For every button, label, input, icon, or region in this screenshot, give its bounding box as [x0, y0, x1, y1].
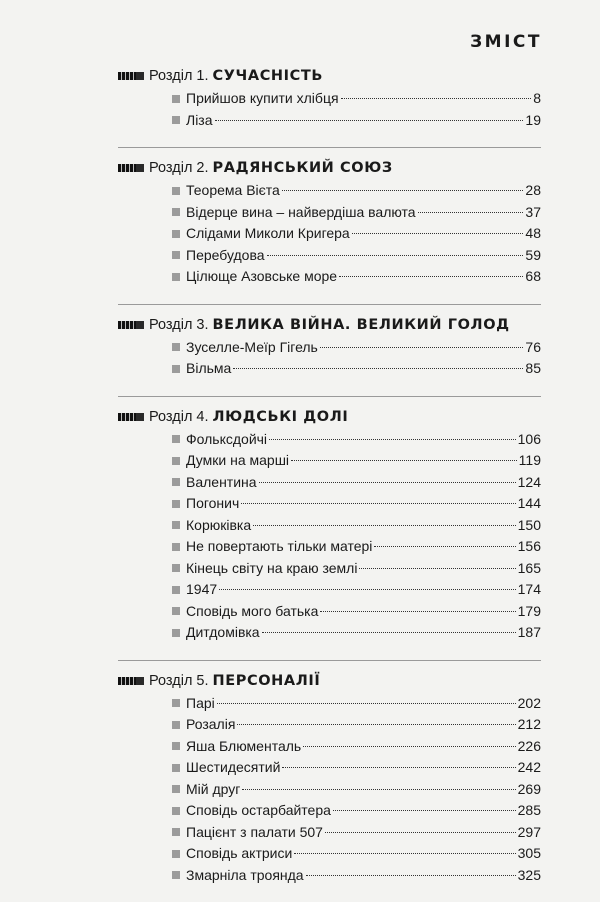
toc-entry [172, 558, 541, 580]
dot-leader [253, 525, 516, 526]
square-bullet-icon [172, 871, 180, 879]
section-label: Розділ 4. [149, 408, 209, 425]
toc-entry [172, 579, 541, 601]
page-number: 150 [517, 516, 541, 533]
square-bullet-icon [172, 521, 180, 529]
square-bullet-icon [172, 564, 180, 572]
toc-section [118, 304, 541, 380]
entry-list [118, 337, 541, 380]
page-number: 179 [517, 602, 541, 619]
square-bullet-icon [172, 365, 180, 373]
square-bullet-icon [172, 586, 180, 594]
entry-title: 1947 [186, 581, 218, 597]
page-number: 119 [518, 452, 541, 468]
entry-title: Парі [186, 694, 215, 711]
square-bullet-icon [172, 273, 180, 281]
square-bullet-icon [172, 807, 180, 815]
toc-entry [172, 622, 541, 644]
toc-section [118, 66, 541, 131]
page-number: 269 [517, 780, 541, 797]
square-bullet-icon [172, 230, 180, 238]
entry-title: Ліза [186, 111, 213, 128]
entry-title: Сповідь мого батька [186, 602, 319, 619]
toc-entry [172, 714, 541, 736]
toc-entry [172, 358, 541, 380]
entry-list [118, 88, 541, 131]
page-number: 124 [517, 473, 541, 490]
page-number: 59 [525, 246, 541, 263]
section-title: СУЧАСНІСТЬ [212, 68, 324, 84]
entry-title: Сповідь актриси [186, 845, 293, 861]
section-label: Розділ 2. [149, 160, 209, 176]
section-title: ЛЮДСЬКІ ДОЛІ [212, 408, 349, 425]
entry-title: Відерце вина – найвердіша валюта [186, 203, 416, 220]
section-label: Розділ 3. [149, 316, 209, 333]
section-marker-icon [118, 677, 144, 685]
page-number: 106 [517, 430, 541, 447]
toc-entry [172, 515, 541, 537]
toc-entry [172, 493, 541, 515]
dot-leader [241, 503, 515, 504]
dot-leader [237, 724, 515, 725]
entry-title: Пацієнт з палати 507 [186, 823, 323, 840]
dot-leader [269, 439, 516, 440]
toc-entry [172, 245, 541, 267]
toc-entry [172, 429, 541, 451]
square-bullet-icon [172, 251, 180, 259]
toc-entry [172, 337, 541, 359]
dot-leader [303, 746, 515, 747]
entry-title: Кінець світу на краю землі [186, 559, 358, 576]
page-number: 187 [517, 624, 541, 640]
toc-entry [172, 693, 541, 715]
toc-entry [172, 843, 541, 865]
page-number: 85 [525, 360, 541, 376]
page-number: 242 [517, 759, 541, 775]
entry-title: Розалія [186, 716, 236, 732]
page-number: 212 [517, 716, 541, 732]
page-number: 285 [517, 802, 541, 818]
page-number: 144 [517, 495, 541, 511]
section-marker-icon [118, 72, 144, 80]
toc-entry [172, 110, 541, 132]
dot-leader [282, 190, 524, 191]
dot-leader [233, 368, 523, 369]
toc-entry [172, 736, 541, 758]
entry-title: Мій друг [186, 780, 241, 797]
entry-title: Вільма [186, 360, 232, 376]
page-number: 19 [525, 111, 541, 128]
section-title: ПЕРСОНАЛІЇ [212, 672, 321, 689]
section-heading [118, 407, 541, 427]
section-marker-icon [118, 164, 144, 172]
entry-title: Погонич [186, 495, 240, 511]
entry-title: Дитдомівка [186, 624, 260, 640]
dot-leader [267, 255, 524, 256]
toc-entry [172, 536, 541, 558]
toc-entry [172, 180, 541, 202]
dot-leader [352, 233, 524, 234]
page-number: 76 [525, 338, 541, 355]
dot-leader [333, 810, 516, 811]
dot-leader [339, 276, 523, 277]
section-heading [118, 66, 541, 86]
square-bullet-icon [172, 543, 180, 551]
entry-title: Валентина [186, 473, 257, 490]
entry-title: Фольксдойчі [186, 430, 268, 447]
dot-leader [291, 460, 517, 461]
square-bullet-icon [172, 607, 180, 615]
square-bullet-icon [172, 95, 180, 103]
dot-leader [325, 832, 516, 833]
square-bullet-icon [172, 478, 180, 486]
toc-entry [172, 472, 541, 494]
toc-entry [172, 865, 541, 887]
square-bullet-icon [172, 850, 180, 858]
entry-list [118, 693, 541, 887]
entry-title: Зуселле-Меїр Гігель [186, 338, 318, 355]
page-number: 68 [525, 268, 541, 284]
toc-entry [172, 757, 541, 779]
dot-leader [341, 98, 532, 99]
dot-leader [242, 789, 515, 790]
toc-section [118, 660, 541, 887]
page-number: 325 [517, 866, 541, 883]
toc-section [118, 147, 541, 288]
entry-list [118, 429, 541, 644]
toc-entry [172, 779, 541, 801]
section-marker-icon [118, 321, 144, 329]
dot-leader [320, 611, 515, 612]
dot-leader [418, 212, 524, 213]
entry-title: Перебудова [186, 246, 265, 263]
dot-leader [306, 875, 516, 876]
page-number: 305 [517, 845, 541, 861]
page-number: 156 [517, 538, 541, 554]
entry-title: Не повертають тільки матері [186, 538, 373, 554]
toc-entry [172, 800, 541, 822]
square-bullet-icon [172, 187, 180, 195]
square-bullet-icon [172, 208, 180, 216]
dot-leader [259, 482, 516, 483]
page-number: 48 [525, 225, 541, 241]
section-title: ВЕЛИКА ВІЙНА. ВЕЛИКИЙ ГОЛОД [212, 316, 510, 333]
section-heading [118, 671, 541, 691]
toc-section [118, 396, 541, 644]
square-bullet-icon [172, 699, 180, 707]
entry-title: Теорема Вієта [186, 182, 280, 198]
entry-title: Слідами Миколи Кригера [186, 225, 350, 241]
dot-leader [262, 632, 516, 633]
dot-leader [359, 568, 515, 569]
dot-leader [320, 347, 524, 348]
table-of-contents [118, 66, 541, 902]
page-number: 165 [517, 559, 541, 576]
entry-title: Сповідь остарбайтера [186, 802, 331, 818]
entry-title: Яша Блюменталь [186, 737, 302, 754]
section-title: РАДЯНСЬКИЙ СОЮЗ [212, 160, 393, 176]
toc-entry [172, 822, 541, 844]
square-bullet-icon [172, 457, 180, 465]
square-bullet-icon [172, 435, 180, 443]
toc-entry [172, 202, 541, 224]
toc-entry [172, 601, 541, 623]
entry-title: Змарніла троянда [186, 866, 304, 883]
entry-title: Думки на марші [186, 452, 290, 468]
dot-leader [282, 767, 515, 768]
entry-title: Шестидесятий [186, 759, 281, 775]
entry-list [118, 180, 541, 288]
dot-leader [217, 703, 516, 704]
square-bullet-icon [172, 629, 180, 637]
toc-entry [172, 223, 541, 245]
square-bullet-icon [172, 742, 180, 750]
page-title: ЗМІСТ [470, 32, 542, 52]
entry-title: Цілюще Азовське море [186, 268, 338, 284]
toc-entry [172, 88, 541, 110]
square-bullet-icon [172, 764, 180, 772]
dot-leader [374, 546, 515, 547]
page-number: 297 [517, 823, 541, 840]
entry-title: Корюківка [186, 516, 252, 533]
square-bullet-icon [172, 785, 180, 793]
page-number: 8 [533, 90, 541, 106]
page-number: 174 [517, 581, 541, 597]
entry-title: Прийшов купити хлібця [186, 90, 339, 106]
section-marker-icon [118, 413, 144, 421]
square-bullet-icon [172, 721, 180, 729]
dot-leader [219, 589, 515, 590]
toc-entry [172, 450, 541, 472]
square-bullet-icon [172, 116, 180, 124]
toc-entry [172, 266, 541, 288]
section-label: Розділ 1. [149, 68, 209, 84]
square-bullet-icon [172, 343, 180, 351]
page-number: 37 [525, 203, 541, 220]
square-bullet-icon [172, 500, 180, 508]
page-number: 226 [517, 737, 541, 754]
section-heading [118, 158, 541, 178]
page-number: 28 [525, 182, 541, 198]
section-heading [118, 315, 541, 335]
square-bullet-icon [172, 828, 180, 836]
dot-leader [294, 853, 515, 854]
dot-leader [215, 120, 524, 121]
page-number: 202 [517, 694, 541, 711]
section-label: Розділ 5. [149, 672, 209, 689]
